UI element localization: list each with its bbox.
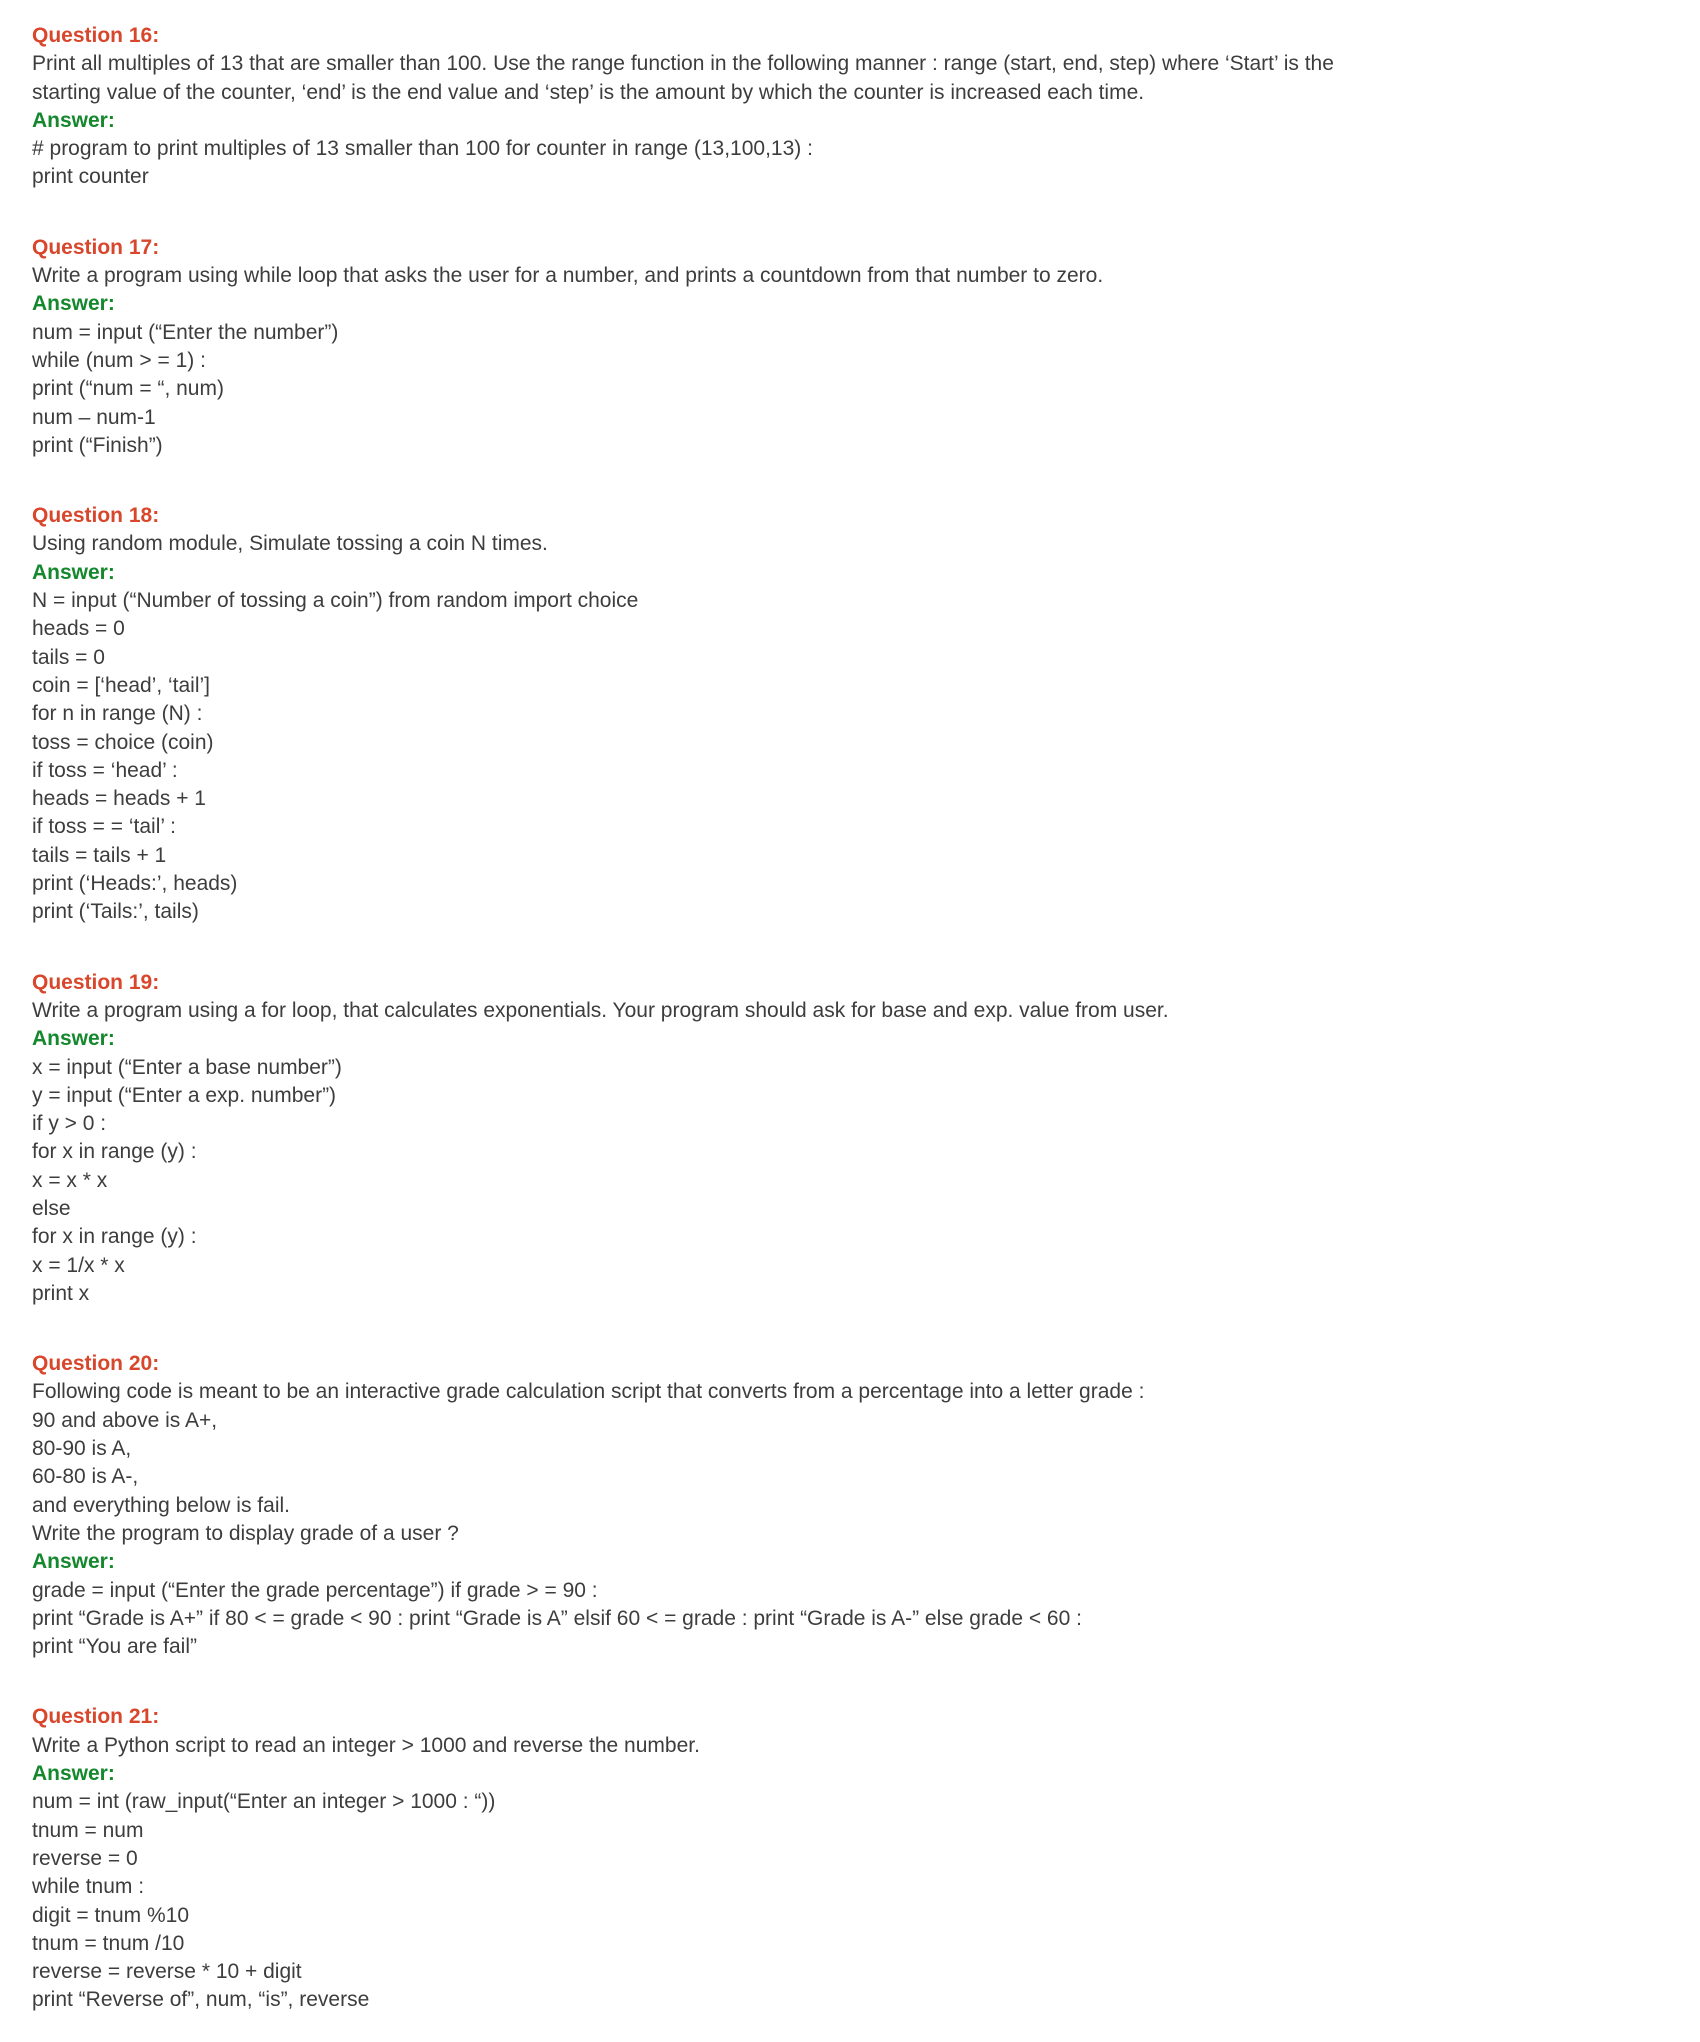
text-line: y = input (“Enter a exp. number”)	[32, 1083, 337, 1107]
text-line: Write the program to display grade of a user ?	[32, 1521, 459, 1545]
text-line: 60-80 is A-,	[32, 1465, 139, 1489]
question-text	[32, 530, 1670, 558]
text-line: Following code is meant to be an interactive grade calculation script that converts from a percentage into a letter grade :	[32, 1380, 1145, 1404]
text-line: print “Reverse of”, num, “is”, reverse	[32, 1988, 370, 2012]
text-line: tails = 0	[32, 645, 105, 669]
question-block	[32, 1350, 1670, 1661]
text-line: while tnum :	[32, 1875, 145, 1899]
text-line: print counter	[32, 165, 149, 189]
answer-label: Answer:	[32, 560, 115, 584]
text-line: Using random module, Simulate tossing a coin N times.	[32, 532, 548, 556]
answer-text	[32, 1788, 1670, 2014]
text-line: and everything below is fail.	[32, 1493, 290, 1517]
text-line: if toss = ‘head’ :	[32, 758, 178, 782]
text-line: tnum = tnum /10	[32, 1931, 185, 1955]
text-line: heads = 0	[32, 617, 125, 641]
text-line: for x in range (y) :	[32, 1225, 197, 1249]
text-line: 90 and above is A+,	[32, 1408, 218, 1432]
text-line: if toss = = ‘tail’ :	[32, 815, 176, 839]
question-heading: Question 16:	[32, 24, 160, 47]
text-line: print (‘Tails:’, tails)	[32, 900, 199, 924]
question-block	[32, 234, 1670, 460]
text-line: Print all multiples of 13 that are smaller than 100. Use the range function in the following manner : range (start, end, step) where ‘Start’ is the	[32, 52, 1334, 76]
text-line: print (“num = “, num)	[32, 377, 224, 401]
question-heading: Question 20:	[32, 1352, 160, 1376]
question-text	[32, 997, 1670, 1025]
text-line: num = int (raw_input(“Enter an integer > 1000 : “))	[32, 1790, 496, 1814]
text-line: for x in range (y) :	[32, 1140, 197, 1164]
text-line: x = x * x	[32, 1168, 108, 1192]
text-line: N = input (“Number of tossing a coin”) from random import choice	[32, 589, 639, 613]
text-line: Write a program using a for loop, that calculates exponentials. Your program should ask for base and exp. value from user.	[32, 998, 1169, 1022]
text-line: digit = tnum %10	[32, 1903, 190, 1927]
question-heading: Question 17:	[32, 235, 160, 259]
question-text	[32, 262, 1670, 290]
text-line: num – num-1	[32, 405, 156, 429]
question-block	[32, 502, 1670, 926]
text-line: print (“Finish”)	[32, 433, 163, 457]
answer-label: Answer:	[32, 1762, 115, 1786]
text-line: for n in range (N) :	[32, 702, 203, 726]
question-block	[32, 22, 1670, 192]
answer-label: Answer:	[32, 1027, 115, 1051]
text-line: print (‘Heads:’, heads)	[32, 872, 238, 896]
text-line: else	[32, 1196, 71, 1220]
text-line: x = input (“Enter a base number”)	[32, 1055, 342, 1079]
question-heading: Question 21:	[32, 1705, 160, 1729]
answer-text	[32, 319, 1670, 460]
text-line: num = input (“Enter the number”)	[32, 320, 339, 344]
question-heading: Question 19:	[32, 970, 160, 994]
answer-label: Answer:	[32, 108, 115, 132]
text-line: tnum = num	[32, 1818, 144, 1842]
text-line: if y > 0 :	[32, 1112, 107, 1136]
text-line: reverse = reverse * 10 + digit	[32, 1960, 302, 1984]
text-line: reverse = 0	[32, 1846, 138, 1870]
text-line: Write a program using while loop that asks the user for a number, and prints a countdown from that number to zero.	[32, 264, 1104, 288]
text-line: starting value of the counter, ‘end’ is the end value and ‘step’ is the amount by which the counter is increased each time.	[32, 80, 1145, 104]
text-line: tails = tails + 1	[32, 843, 167, 867]
question-block	[32, 1703, 1670, 2014]
text-line: print x	[32, 1281, 90, 1305]
text-line: # program to print multiples of 13 smaller than 100 for counter in range (13,100,13) :	[32, 137, 813, 161]
text-line: coin = [‘head’, ‘tail’]	[32, 673, 211, 697]
question-text	[32, 1378, 1670, 1548]
question-text	[32, 1732, 1670, 1760]
answer-text	[32, 587, 1670, 927]
text-line: x = 1/x * x	[32, 1253, 125, 1277]
question-block	[32, 969, 1670, 1309]
answer-text	[32, 1054, 1670, 1309]
answer-text	[32, 1577, 1670, 1662]
question-text	[32, 50, 1670, 107]
text-line: heads = heads + 1	[32, 787, 206, 811]
text-line: print “You are fail”	[32, 1635, 197, 1659]
text-line: toss = choice (coin)	[32, 730, 214, 754]
answer-label: Answer:	[32, 1550, 115, 1574]
text-line: print “Grade is A+” if 80 < = grade < 90 : print “Grade is A” elsif 60 < = grade : print “Grade is A-” else grade < 60 :	[32, 1606, 1082, 1630]
text-line: Write a Python script to read an integer > 1000 and reverse the number.	[32, 1733, 700, 1757]
text-line: grade = input (“Enter the grade percentage”) if grade > = 90 :	[32, 1578, 598, 1602]
text-line: 80-90 is A,	[32, 1437, 132, 1461]
question-heading: Question 18:	[32, 504, 160, 528]
answer-label: Answer:	[32, 292, 115, 316]
text-line: while (num > = 1) :	[32, 348, 206, 372]
answer-text	[32, 135, 1670, 192]
